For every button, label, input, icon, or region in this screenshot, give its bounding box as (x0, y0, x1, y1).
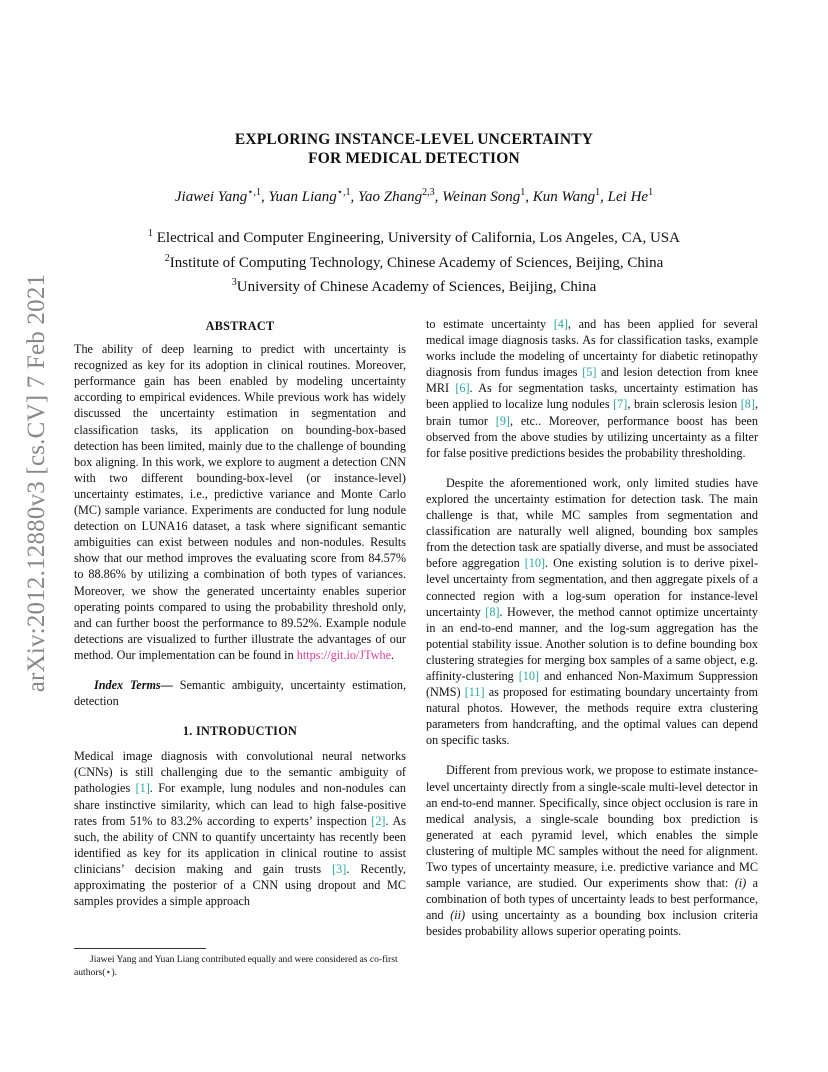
introduction-heading: 1. INTRODUCTION (182, 724, 298, 739)
author: Jiawei Yang$^{⋆,1}$, (174, 187, 269, 205)
author: Yuan Liang$^{⋆,1}$, (268, 187, 359, 205)
citation-link[interactable]: [10] (518, 668, 540, 683)
intro-paragraph-3: Despite the aforementioned work, only limited studies have explored the uncertainty estimation for detection task. The main challenge is that, while MC samples from segmentation and classification are naturally well aligned, bounding box samples from the detection task are spatially diverse, and must be associated before aggregation [10]. One existing solution is to derive pixel-level uncertainty from segmentation, and then aggregate pixels of a connected region with a log-sum operation for instance-level uncertainty [8]. However, the method cannot optimize uncertainty in an end-to-end manner, and the log-sum aggregation has the potential stability issue. Another solution is to define bounding box clustering strategies for merging box samples of a same object, e.g. affinity-clustering [10] and enhanced Non-Maximum Suppression (NMS) [11] as proposed for estimating boundary uncertainty from natural photos. However, the methods require extra clustering parameters from handcrafting, and the optimal values can depend on specific tasks. (426, 475, 758, 748)
footnote: Jiawei Yang and Yuan Liang contributed equally and were considered as co-first authors(⋆). (74, 954, 398, 978)
author: Yao Zhang$^{2,3}$, (358, 187, 443, 205)
intro-paragraph-2: to estimate uncertainty [4], and has been applied for several medical image diagnosis tasks. As for classification tasks, example works include the modeling of uncertainty for diabetic retinopathy diagnosis from fundus images [5] and lesion detection from knee MRI [6]. As for segmentation tasks, uncertainty estimation has been applied to localize lung nodules [7], brain sclerosis lesion [8], brain tumor [9], etc.. Moreover, performance boost has been observed from the above studies by utilizing uncertainty as a filter for false positive predictions besides the probability thresholding. (426, 317, 758, 460)
citation-link[interactable]: [11] (464, 685, 485, 700)
author: Kun Wang$^1$, (532, 187, 608, 205)
arxiv-identifier (18, 273, 56, 693)
title-line-1: EXPLORING INSTANCE-LEVEL UNCERTAINTY (234, 131, 594, 148)
intro-paragraph-1: Medical image diagnosis with convolutional neural networks (CNNs) is still challenging due to the semantic ambiguity of pathologies [1]. For example, lung nodules and non-nodules can share instinctive similarity, which can lead to high false-positive rates from 51% to 83.2% according to experts’ inspection [2]. As such, the ability of CNN to quantify uncertainty has recently been identified as key for its application in clinical routine to assist clinicians’ decision making and gain trusts [3]. Recently, approximating the posterior of a CNN using dropout and MC samples provides a simple approach (74, 749, 407, 909)
abstract-heading: ABSTRACT (205, 319, 275, 333)
citation-link[interactable]: [9] (495, 413, 510, 428)
intro-paragraph-4: Different from previous work, we propose to estimate instance-level uncertainty directly from a single-scale multi-level detector in an end-to-end manner. Specifically, since object occlusion is rare in medical analysis, a single-scale bounding box prediction is generated at each pyramid level, which enables the simple clustering of multiple MC samples without the need for alignment. Two types of uncertainty measure, i.e. predictive variance and MC sample variance, are studied. Our experiments show that: (i) a combination of both types of uncertainty leads to best performance, and (ii) using uncertainty as a bounding box inclusion criteria besides probability allows superior operating points. (426, 763, 758, 939)
affiliation: $^1$ Electrical and Computer Engineering, University of California, Los Angeles, CA, USA (148, 228, 680, 246)
author-list (0, 187, 828, 206)
arxiv-identifier-text: arXiv:2012.12880v3 [cs.CV] 7 Feb 2021 (23, 273, 51, 693)
implementation-link[interactable]: https://git.io/JTwhe (296, 647, 391, 662)
citation-link[interactable]: [6] (455, 381, 470, 396)
citation-link[interactable]: [10] (524, 556, 546, 571)
citation-link[interactable]: [8] (740, 397, 755, 412)
footnote-rule (74, 948, 206, 949)
citation-link[interactable]: [1] (135, 781, 150, 796)
index-terms: Index Terms— Semantic ambiguity, uncertainty estimation, detection (74, 677, 406, 709)
right-column (426, 316, 758, 953)
citation-link[interactable]: [7] (613, 397, 628, 412)
affiliation-list (0, 224, 828, 298)
citation-link[interactable]: [4] (553, 317, 568, 331)
author: Lei He$^1$ (607, 187, 654, 205)
citation-link[interactable]: [8] (485, 604, 500, 619)
citation-link[interactable]: [2] (371, 813, 386, 828)
title-line-2: FOR MEDICAL DETECTION (308, 150, 520, 167)
affiliation: $^2$Institute of Computing Technology, Chinese Academy of Sciences, Beijing, China (164, 252, 664, 271)
affiliation: $^3$University of Chinese Academy of Sciences, Beijing, China (231, 277, 597, 295)
citation-link[interactable]: [5] (582, 365, 597, 380)
citation-link[interactable]: [3] (332, 861, 347, 876)
author: Weinan Song$^1$, (442, 187, 533, 205)
paper-title (0, 130, 828, 168)
abstract-paragraph: The ability of deep learning to predict with uncertainty is recognized as key for its adoption in clinical routines. Moreover, performance gain has been enabled by modeling uncertainty according to empirical evidences. While previous work has widely discussed the uncertainty estimation in segmentation and classification tasks, its application on bounding-box-based detection has been limited, mainly due to the challenge of bounding box aligning. In this work, we explore to augment a detection CNN with two different bounding-box-level (or instance-level) uncertainty estimates, i.e., predictive variance and Monte Carlo (MC) sample variance. Experiments are conducted for lung nodule detection on LUNA16 dataset, a task where significant semantic ambiguities can exist between nodules and non-nodules. Results show that our method improves the evaluating score from 84.57% to 88.86% by utilizing a combination of both types of variances. Moreover, we show the generated uncertainty enables superior operating points compared to using the probability threshold only, and can further boost the performance to 89.52%. Example nodule detections are visualized to further illustrate the advantages of our method. Our implementation can be found in https://git.io/JTwhe. (74, 342, 406, 662)
left-column (74, 316, 406, 923)
